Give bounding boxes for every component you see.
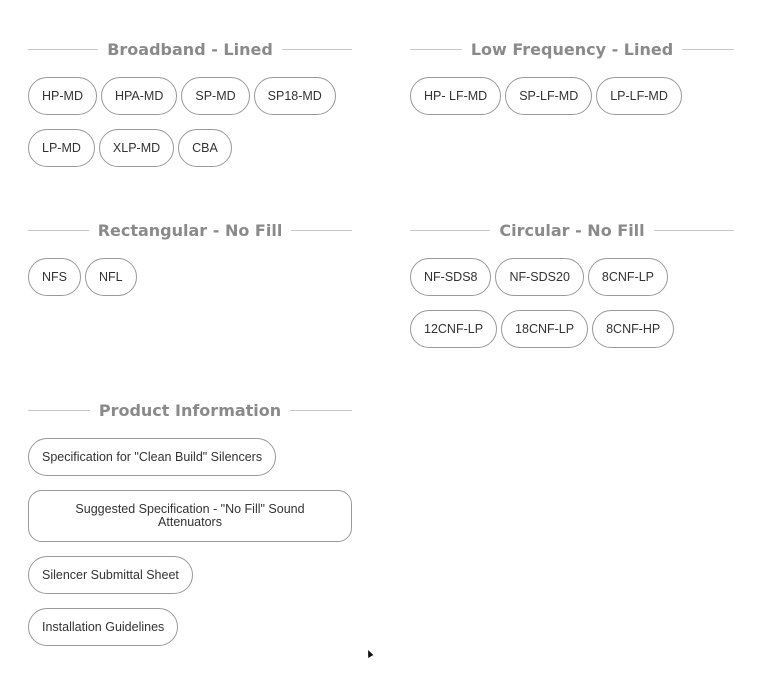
section-circular-no-fill: [410, 218, 734, 348]
product-button-group: [410, 77, 734, 115]
product-button-sp18-md[interactable]: SP18-MD: [254, 77, 336, 115]
product-button-12cnf-lp[interactable]: 12CNF-LP: [410, 310, 497, 348]
product-button-hpa-md[interactable]: HPA-MD: [101, 77, 177, 115]
document-link-list: [28, 438, 352, 646]
product-button-group: [28, 258, 352, 296]
section-heading: [28, 398, 352, 422]
product-button-group: [28, 77, 352, 167]
doc-link-installation-guidelines[interactable]: Installation Guidelines: [28, 608, 178, 646]
mouse-pointer-icon: [365, 649, 374, 658]
section-title: Product Information: [98, 400, 282, 420]
heading-divider-right: [654, 230, 734, 231]
section-product-information: [28, 398, 352, 646]
product-button-nf-sds20[interactable]: NF-SDS20: [495, 258, 583, 296]
product-button-nfl[interactable]: NFL: [85, 258, 137, 296]
heading-divider-left: [28, 410, 90, 411]
section-heading: [28, 37, 352, 61]
section-title: Circular - No Fill: [499, 220, 645, 240]
product-button-18cnf-lp[interactable]: 18CNF-LP: [501, 310, 588, 348]
heading-divider-left: [28, 49, 98, 50]
product-button-8cnf-lp[interactable]: 8CNF-LP: [588, 258, 668, 296]
section-heading: [410, 218, 734, 242]
heading-divider-right: [682, 49, 734, 50]
product-button-lp-md[interactable]: LP-MD: [28, 129, 95, 167]
product-button-nfs[interactable]: NFS: [28, 258, 81, 296]
heading-divider-right: [291, 230, 352, 231]
product-button-sp-md[interactable]: SP-MD: [181, 77, 249, 115]
heading-divider-left: [28, 230, 89, 231]
product-button-sp-lf-md[interactable]: SP-LF-MD: [505, 77, 592, 115]
heading-divider-right: [282, 49, 352, 50]
product-button-nf-sds8[interactable]: NF-SDS8: [410, 258, 491, 296]
section-rectangular-no-fill: [28, 218, 352, 296]
product-button-cba[interactable]: CBA: [178, 129, 232, 167]
doc-link-submittal-sheet[interactable]: Silencer Submittal Sheet: [28, 556, 193, 594]
section-heading: [410, 37, 734, 61]
heading-divider-left: [410, 230, 490, 231]
section-low-frequency-lined: [410, 37, 734, 115]
heading-divider-right: [290, 410, 352, 411]
doc-link-clean-build-spec[interactable]: Specification for "Clean Build" Silencers: [28, 438, 276, 476]
heading-divider-left: [410, 49, 462, 50]
section-title: Rectangular - No Fill: [97, 220, 283, 240]
section-broadband-lined: [28, 37, 352, 167]
product-button-hp-md[interactable]: HP-MD: [28, 77, 97, 115]
product-button-lp-lf-md[interactable]: LP-LF-MD: [596, 77, 682, 115]
section-heading: [28, 218, 352, 242]
product-button-group: [410, 258, 734, 348]
section-title: Broadband - Lined: [107, 39, 273, 59]
doc-link-no-fill-spec[interactable]: Suggested Specification - "No Fill" Sound Attenuators: [28, 490, 352, 542]
section-title: Low Frequency - Lined: [470, 39, 674, 59]
product-button-8cnf-hp[interactable]: 8CNF-HP: [592, 310, 674, 348]
product-button-xlp-md[interactable]: XLP-MD: [99, 129, 174, 167]
product-button-hp-lf-md[interactable]: HP- LF-MD: [410, 77, 501, 115]
